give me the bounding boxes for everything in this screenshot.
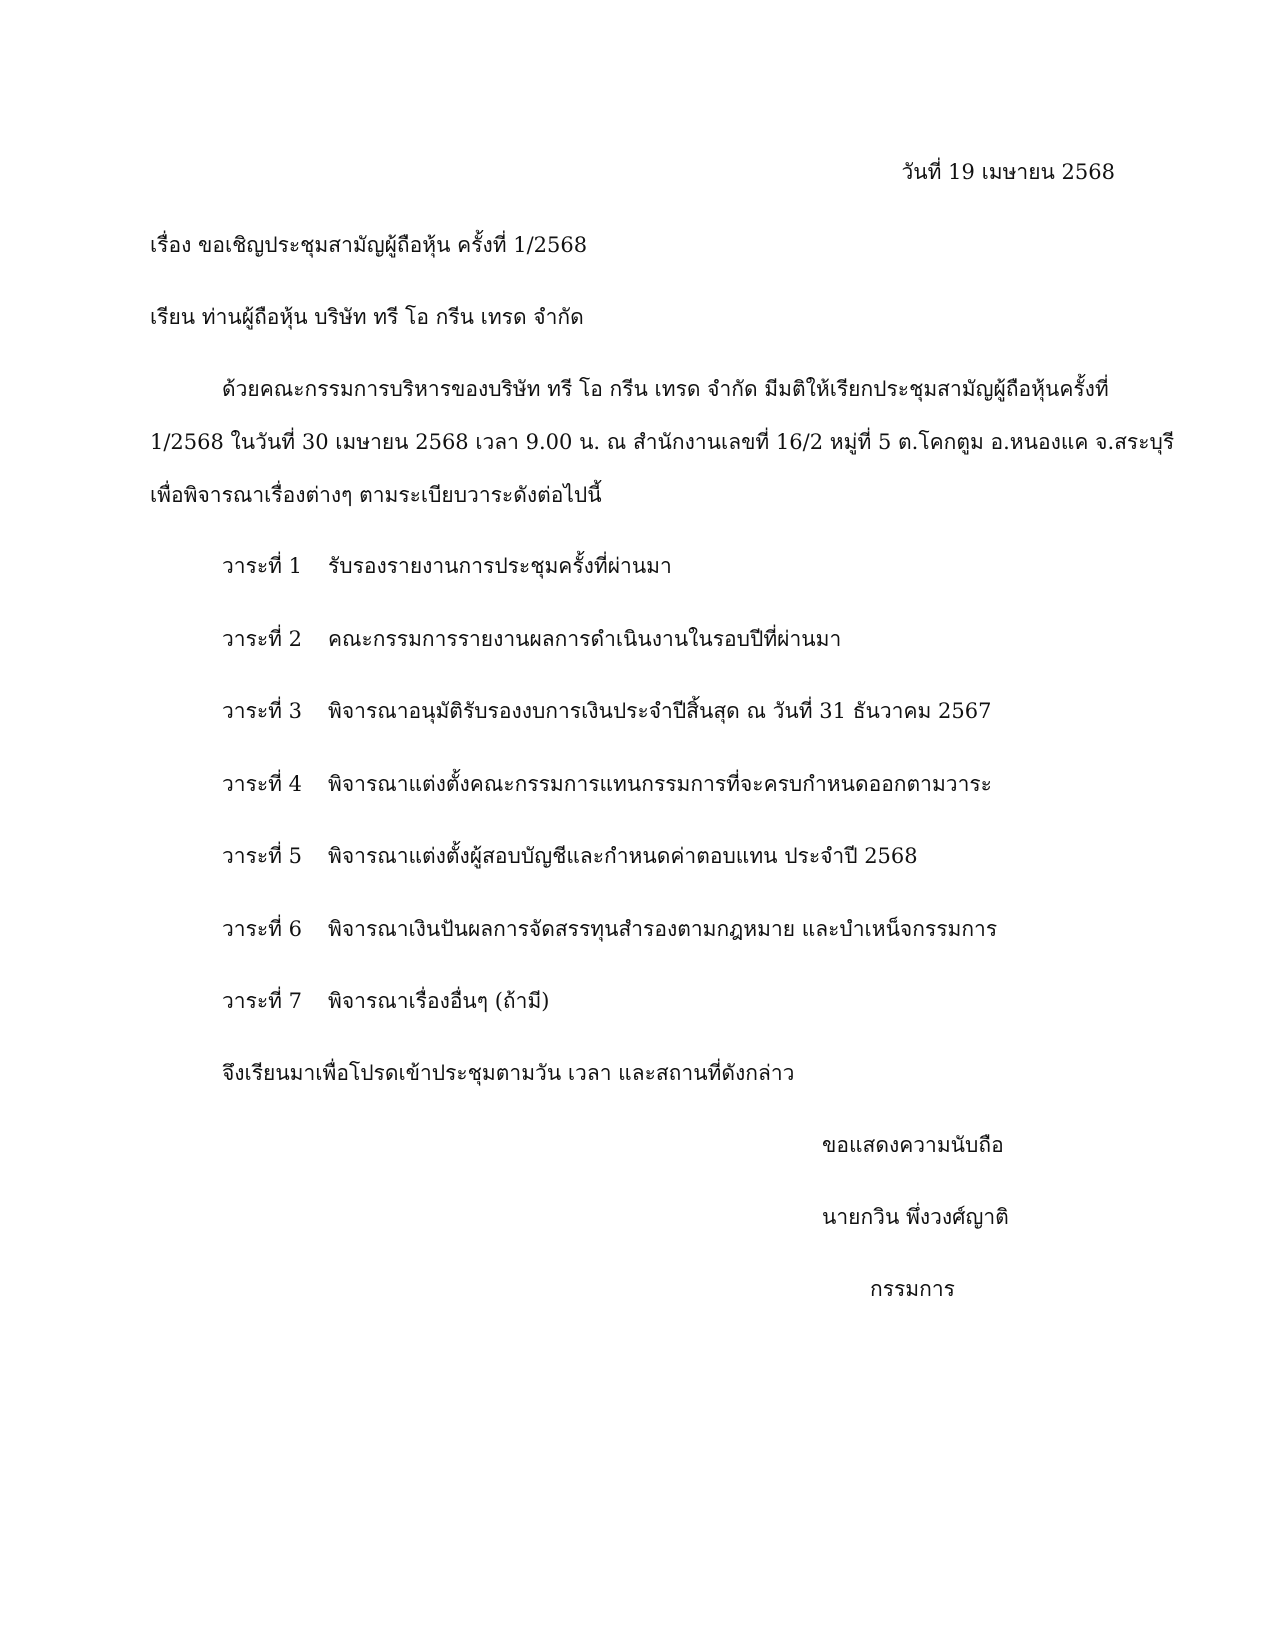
agenda-item-7 — [222, 986, 1072, 1059]
agenda-number: วาระที่ 1 — [222, 554, 303, 578]
letter-body-line-3: เพื่อพิจารณาเรื่องต่างๆ ตามระเบียบวาระดังต่อไปนี้ — [150, 483, 602, 507]
signer-position: กรรมการ — [870, 1277, 955, 1301]
letter-body-line-2: 1/2568 ในวันที่ 30 เมษายน 2568 เวลา 9.00 น. ณ สำนักงานเลขที่ 16/2 หมู่ที่ 5 ต.โคกตูม อ.หนองแค จ.สระบุรี — [150, 430, 1175, 454]
agenda-text: รับรองรายงานการประชุมครั้งที่ผ่านมา — [328, 554, 672, 578]
agenda-item-3 — [222, 696, 1072, 769]
signer-name: นายกวิน พึ่งวงศ์ญาติ — [822, 1205, 1009, 1229]
agenda-item-6 — [222, 914, 1072, 987]
agenda-item-2 — [222, 624, 1072, 697]
agenda-list — [222, 551, 1072, 1059]
agenda-item-4 — [222, 769, 1072, 842]
letter-body-line-1: ด้วยคณะกรรมการบริหารของบริษัท ทรี โอ กรีน เทรด จำกัด มีมติให้เรียกประชุมสามัญผู้ถือหุ้นครั้งที่ — [222, 377, 1109, 401]
agenda-number: วาระที่ 6 — [222, 916, 303, 941]
agenda-text: พิจารณาแต่งตั้งผู้สอบบัญชีและกำหนดค่าตอบแทน ประจำปี 2568 — [328, 844, 918, 868]
agenda-text: พิจารณาเรื่องอื่นๆ (ถ้ามี) — [328, 989, 550, 1013]
agenda-text: พิจารณาอนุมัติรับรองงบการเงินประจำปีสิ้นสุด ณ วันที่ 31 ธันวาคม 2567 — [328, 699, 992, 723]
agenda-number: วาระที่ 5 — [222, 844, 303, 868]
regards-text: ขอแสดงความนับถือ — [822, 1133, 1004, 1157]
agenda-number: วาระที่ 3 — [222, 699, 303, 723]
letter-recipient: เรียน ท่านผู้ถือหุ้น บริษัท ทรี โอ กรีน เทรด จำกัด — [150, 305, 584, 329]
agenda-text: พิจารณาเงินปันผลการจัดสรรทุนสำรองตามกฎหมาย และบำเหน็จกรรมการ — [328, 916, 998, 941]
agenda-number: วาระที่ 4 — [222, 771, 303, 796]
letter-date: วันที่ 19 เมษายน 2568 — [901, 160, 1115, 184]
agenda-text: พิจารณาแต่งตั้งคณะกรรมการแทนกรรมการที่จะครบกำหนดออกตามวาระ — [328, 771, 992, 796]
closing-sentence: จึงเรียนมาเพื่อโปรดเข้าประชุมตามวัน เวลา และสถานที่ดังกล่าว — [222, 1061, 795, 1085]
agenda-text: คณะกรรมการรายงานผลการดำเนินงานในรอบปีที่ผ่านมา — [328, 626, 842, 651]
agenda-item-5 — [222, 841, 1072, 914]
letter-subject: เรื่อง ขอเชิญประชุมสามัญผู้ถือหุ้น ครั้งที่ 1/2568 — [150, 233, 588, 257]
agenda-item-1 — [222, 551, 1072, 624]
agenda-number: วาระที่ 2 — [222, 626, 303, 651]
agenda-number: วาระที่ 7 — [222, 989, 303, 1013]
